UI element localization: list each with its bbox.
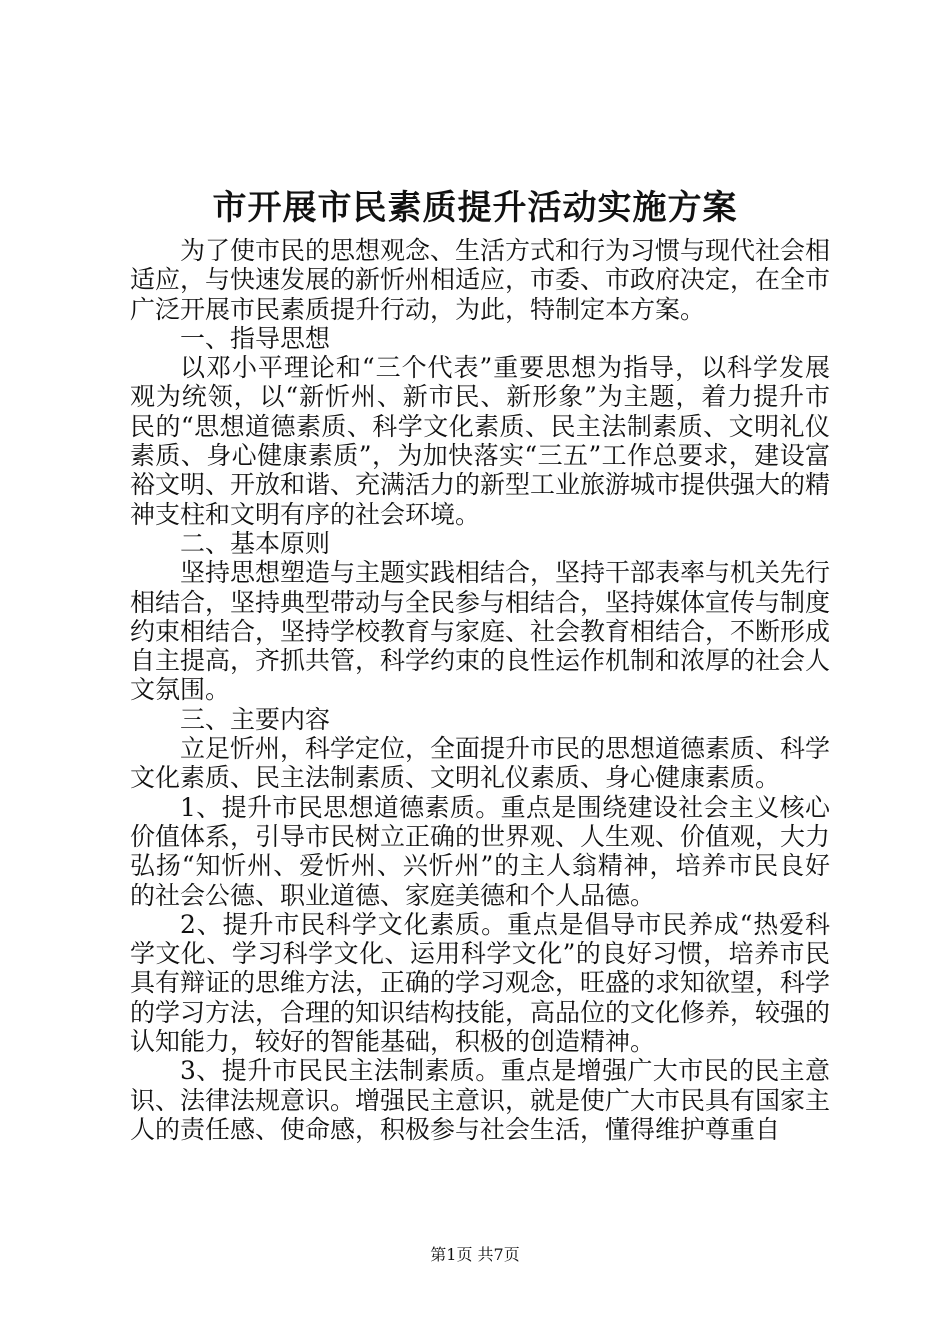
paragraph-guiding-ideology: 以邓小平理论和“三个代表”重要思想为指导，以科学发展观为统领，以“新忻州、新市民、新形象”为主题，着力提升市民的“思想道德素质、科学文化素质、民主法制素质、文明礼仪素质、身心健康素质”，为加快落实“三五”工作总要求，建设富裕文明、开放和谐、充满活力的新型工业旅游城市提供强大的精神支柱和文明有序的社会环境。 <box>130 353 831 529</box>
heading-basic-principles: 二、基本原则 <box>180 528 331 558</box>
paragraph-item-3: 3、提升市民民主法制素质。重点是增强广大市民的民主意识、法律法规意识。增强民主意识，就是使广大市民具有国家主人的责任感、使命感，积极参与社会生活，懂得维护尊重自 <box>130 1056 831 1144</box>
heading-guiding-ideology: 一、指导思想 <box>180 323 331 353</box>
paragraph-basic-principles: 坚持思想塑造与主题实践相结合，坚持干部表率与机关先行相结合，坚持典型带动与全民参与相结合，坚持媒体宣传与制度约束相结合，坚持学校教育与家庭、社会教育相结合，不断形成自主提高，齐抓共管，科学约束的良性运作机制和浓厚的社会人文氛围。 <box>130 558 831 705</box>
paragraph-item-2: 2、提升市民科学文化素质。重点是倡导市民养成“热爱科学文化、学习科学文化、运用科学文化”的良好习惯，培养市民具有辩证的思维方法，正确的学习观念，旺盛的求知欲望，科学的学习方法，合理的知识结构技能，高品位的文化修养，较强的认知能力，较好的智能基础，积极的创造精神。 <box>130 909 831 1057</box>
heading-main-content: 三、主要内容 <box>180 704 331 734</box>
document-title: 市开展市民素质提升活动实施方案 <box>212 188 738 228</box>
paragraph-main-content: 立足忻州，科学定位，全面提升市民的思想道德素质、科学文化素质、民主法制素质、文明礼仪素质、身心健康素质。 <box>130 734 831 793</box>
paragraph-intro: 为了使市民的思想观念、生活方式和行为习惯与现代社会相适应，与快速发展的新忻州相适应，市委、市政府决定，在全市广泛开展市民素质提升行动，为此，特制定本方案。 <box>130 236 831 324</box>
paragraph-item-1: 1、提升市民思想道德素质。重点是围绕建设社会主义核心价值体系，引导市民树立正确的世界观、人生观、价值观，大力弘扬“知忻州、爱忻州、兴忻州”的主人翁精神，培养市民良好的社会公德、职业道德、家庭美德和个人品德。 <box>130 792 831 910</box>
document-body <box>130 236 830 1144</box>
page-footer: 第1页 共7页 <box>430 1245 520 1264</box>
